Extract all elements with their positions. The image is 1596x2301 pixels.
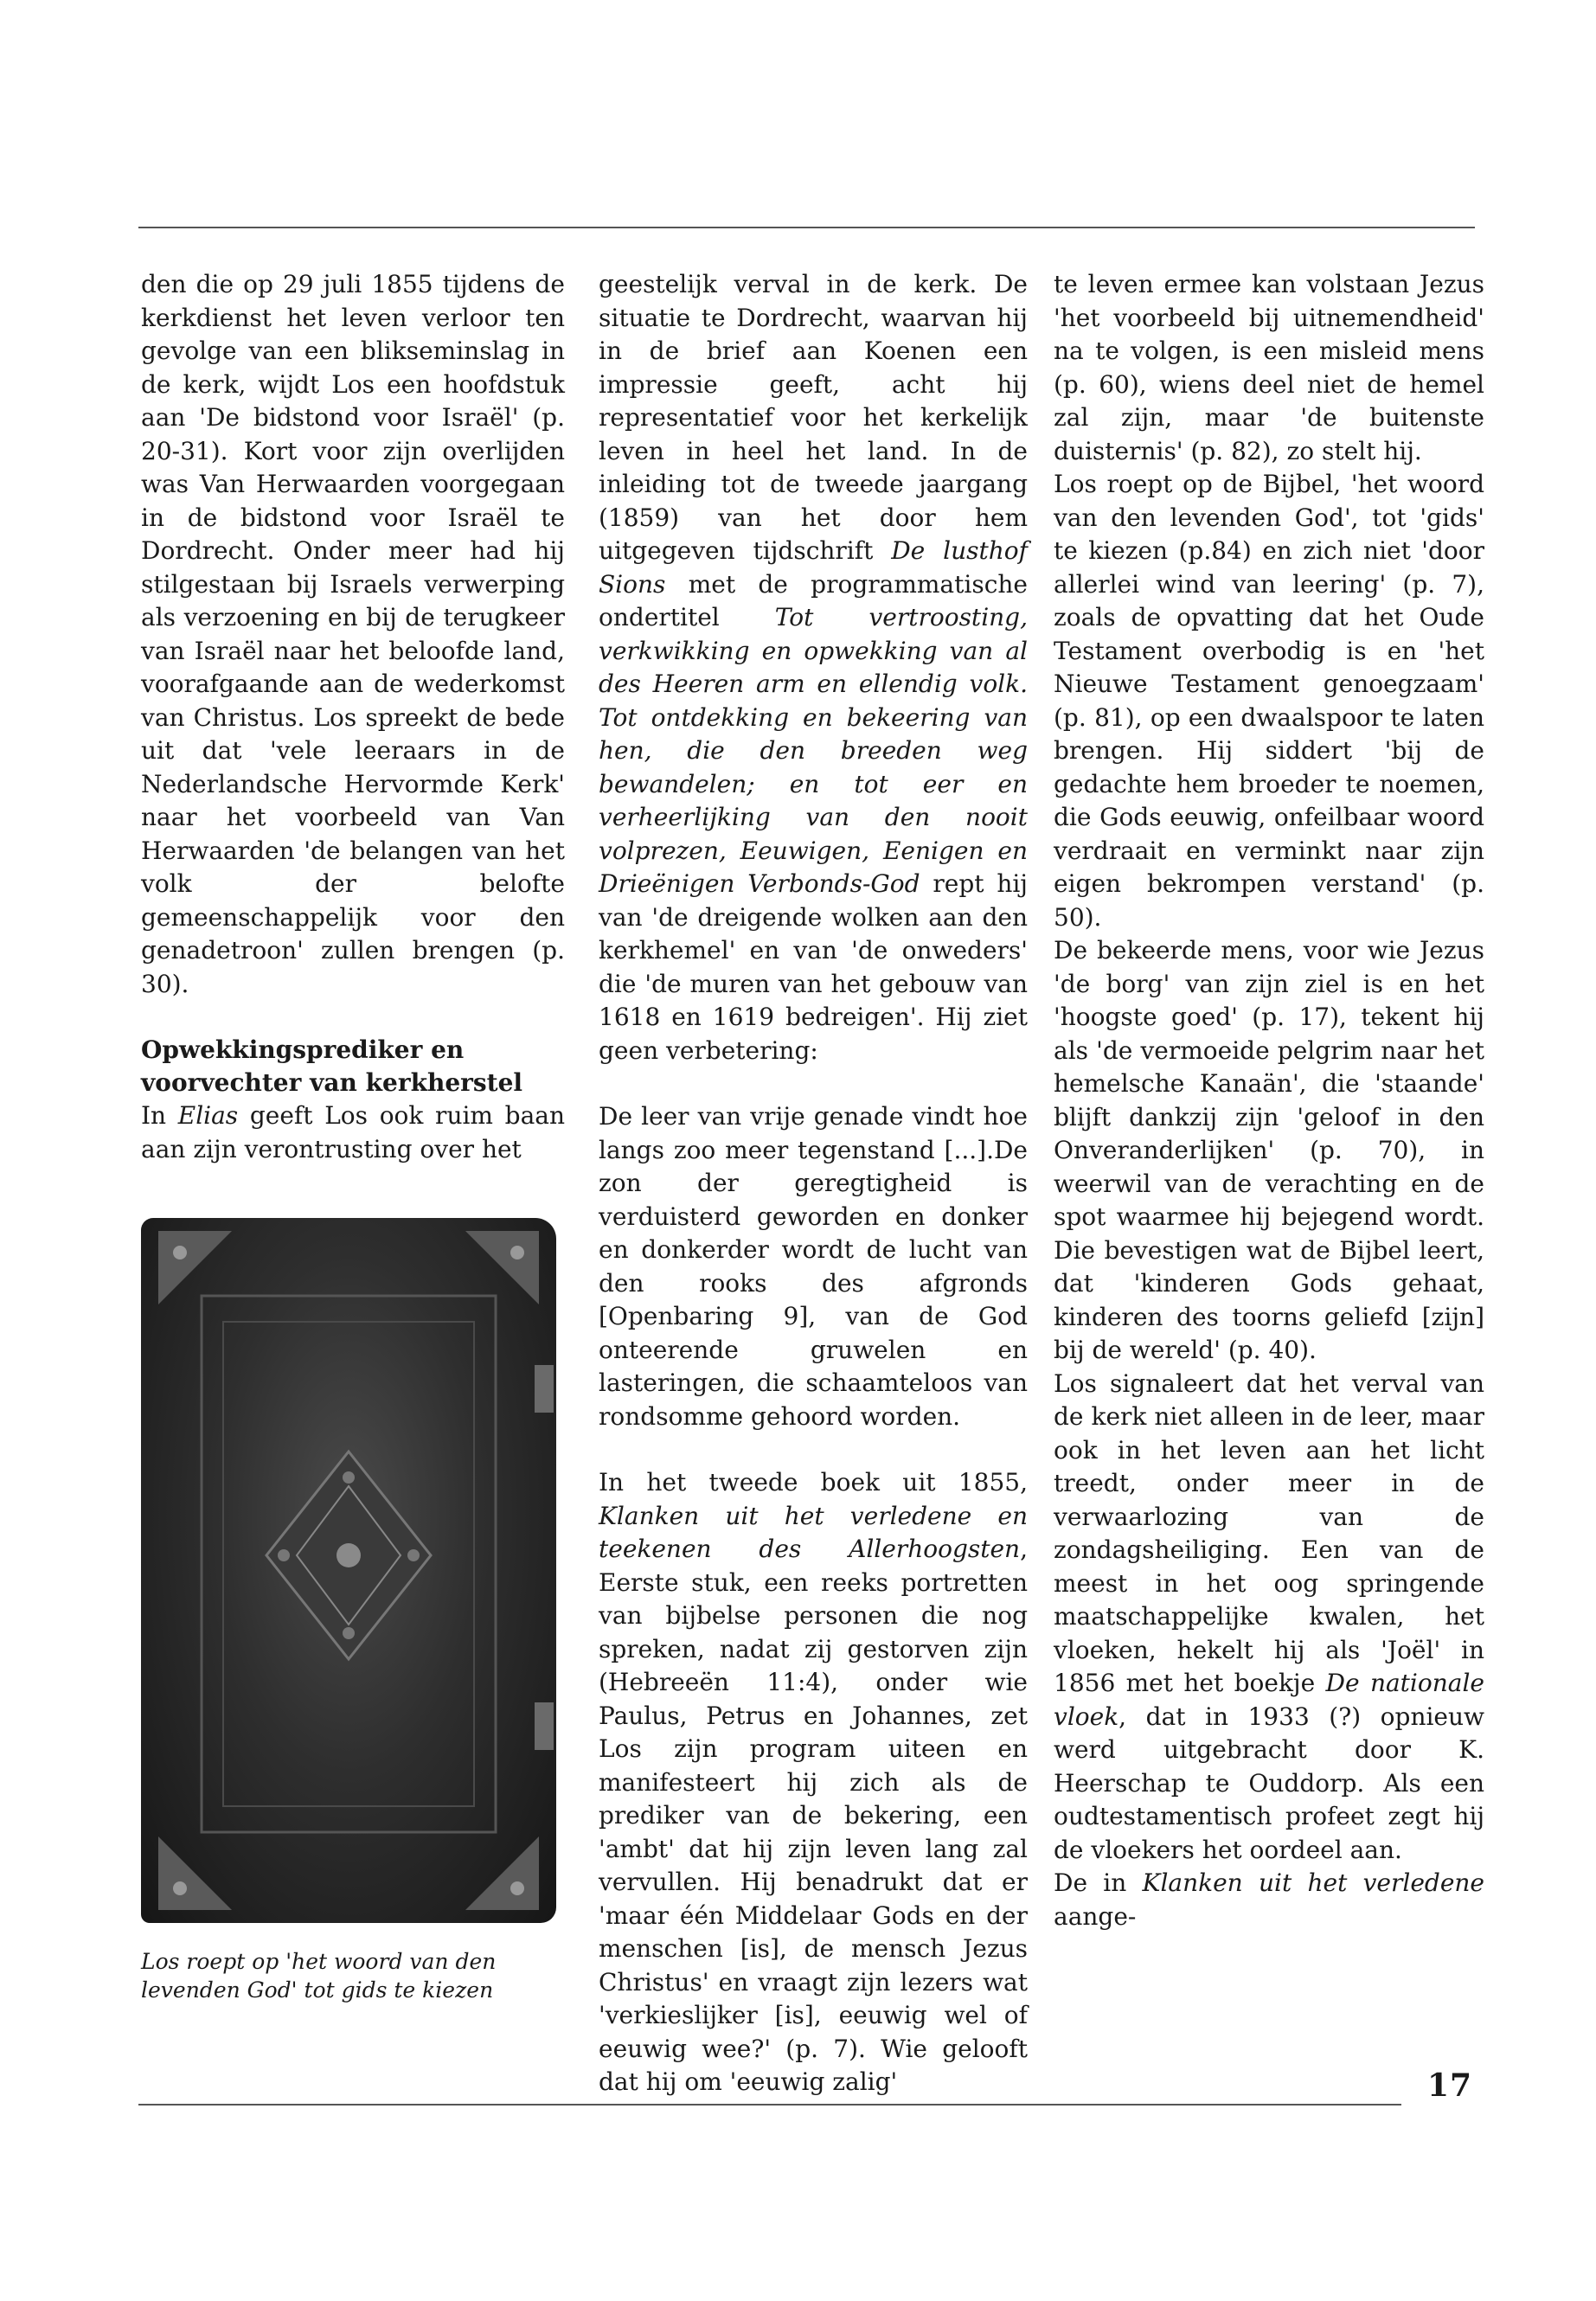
paragraph: Los roept op de Bijbel, 'het woord van den levenden God', tot 'gids' te kiezen (p.84) en zich niet 'door allerlei wind van leering' (p. 7), zoals de opvatting dat het Oude Testament overbodig is en 'het Nieuwe Testament genoegzaam' (p. 81), op een dwaalspoor te laten brengen. Hij siddert 'bij de gedachte hem broeder te noemen, die Gods eeuwig, onfeilbaar woord verdraait en verminkt naar zijn eigen bekrompen verstand' (p. 50). [1054, 470, 1484, 932]
bible-cover-illustration [141, 1218, 556, 1923]
paragraph: In Elias geeft Los ook ruim baan aan zijn verontrusting over het [141, 1101, 565, 1163]
figure-caption: Los roept op 'het woord van den levenden God' tot gids te kiezen [141, 1949, 497, 2003]
paragraph: te leven ermee kan volstaan Jezus 'het voorbeeld bij uitnemendheid' na te volgen, is een misleid mens (p. 60), wiens deel niet de hemel zal zijn, maar 'de buitenste duisternis' (p. 82), zo stelt hij. [1054, 270, 1484, 465]
column-3 [1054, 268, 1484, 1933]
paragraph: De bekeerde mens, voor wie Jezus 'de borg' van zijn ziel is en het 'hoogste goed' (p. 17), tekent hij als 'de vermoeide pelgrim naar het hemelsche Kanaän', die 'staande' blijft dankzij zijn 'geloof in den Onveranderlijken' (p. 70), in weerwil van de verachting en de spot waarmee hij bejegend wordt. Die bevestigen wat de Bijbel leert, dat 'kinderen Gods gehaat, kinderen des toorns geliefd [zijn] bij de wereld' (p. 40). [1054, 936, 1484, 1364]
footer-rule [138, 2104, 1401, 2106]
book-title: Klanken uit het verledene en teekenen des Allerhoogsten [599, 1501, 1028, 1563]
section-heading: Opwekkingsprediker en voorvechter van kerkherstel [141, 1035, 523, 1097]
book-title: De nationale vloek [1054, 1669, 1484, 1731]
paragraph: In het tweede boek uit 1855, Klanken uit het verledene en teekenen des Allerhoogsten, Eerste stuk, een reeks portretten van bijbelse personen die nog spreken, nadat zij gestorven zijn (Hebreeën 11:4), onder wie Paulus, Petrus en Johannes, zet Los zijn program uiteen en manifesteert hij zich als de prediker van de bekering, een 'ambt' dat hij zijn leven lang zal vervullen. Hij benadrukt dat er 'maar één Middelaar Gods en der menschen [is], de mensch Jezus Christus' en vraagt zijn lezers wat 'verkieslijker [is], eeuwig wel of eeuwig wee?' (p. 7). Wie gelooft dat hij om 'eeuwig zalig' [599, 1468, 1028, 2096]
column-2 [599, 268, 1028, 2099]
header-rule [138, 227, 1475, 228]
block-quote: De leer van vrije genade vindt hoe langs zoo meer tegenstand [...].De zon der geregtigheid is verduisterd geworden en donker en donkerder wordt de lucht van den rooks des afgronds [Openbaring 9], van de God onteerende gruwelen en lasteringen, die schaamteloos van rondsomme gehoord worden. [599, 1102, 1028, 1431]
book-title: Elias [177, 1101, 239, 1130]
paragraph: De in Klanken uit het verledene aange- [1054, 1868, 1484, 1931]
paragraph: geestelijk verval in de kerk. De situatie te Dordrecht, waarvan hij in de brief aan Koenen een impressie geeft, acht hij representatief voor het kerkelijk leven in heel het land. In de inleiding tot de tweede jaargang (1859) van het door hem uitgegeven tijdschrift De lusthof Sions met de programmatische ondertitel Tot vertroosting, verkwikking en opwekking van al des Heeren arm en ellendig volk. Tot ontdekking en bekeering van hen, die den breeden weg bewandelen; en tot eer en verheerlijking van den nooit volprezen, Eeuwigen, Eenigen en Drieënigen Verbonds-God rept hij van 'de dreigende wolken aan den kerkhemel' en van 'de onweders' die 'de muren van het gebouw van 1618 en 1619 bedreigen'. Hij ziet geen verbetering: [599, 270, 1028, 1065]
journal-title: De lusthof Sions [599, 536, 1028, 599]
bible-photo [141, 1218, 556, 1923]
column-1 [141, 268, 565, 2004]
paragraph: den die op 29 juli 1855 tijdens de kerkdienst het leven verloor ten gevolge van een blikseminslag in de kerk, wijdt Los een hoofdstuk aan 'De bidstond voor Israël' (p. 20-31). Kort voor zijn overlijden was Van Herwaarden voorgegaan in de bidstond voor Israël te Dordrecht. Onder meer had hij stilgestaan bij Israels verwerping als verzoening en bij de terugkeer van Israël naar het beloofde land, voorafgaande aan de wederkomst van Christus. Los spreekt de bede uit dat 'vele leeraars in de Nederlandsche Hervormde Kerk' naar het voorbeeld van Van Herwaarden 'de belangen van het volk der belofte gemeenschappelijk voor den genadetroon' zullen brengen (p. 30). [141, 270, 565, 998]
book-title: Klanken uit het verledene [1142, 1868, 1484, 1897]
page-number: 17 [1427, 2067, 1473, 2104]
paragraph: Los signaleert dat het verval van de kerk niet alleen in de leer, maar ook in het leven aan het licht treedt, onder meer in de verwaarlozing van de zondagsheiliging. Een van de meest in het oog springende maatschappelijke kwalen, het vloeken, hekelt hij als 'Joël' in 1856 met het boekje De nationale vloek, dat in 1933 (?) opnieuw werd uitgebracht door K. Heerschap te Ouddorp. Als een oudtestamentisch profeet zegt hij de vloekers het oordeel aan. [1054, 1368, 1484, 1864]
journal-subtitle: Tot vertroosting, verkwikking en opwekking van al des Heeren arm en ellendig volk. Tot ontdekking en bekeering van hen, die den breeden weg bewandelen; en tot eer en verheerlijking van den nooit volprezen, Eeuwigen, Eenigen en Drieënigen Verbonds-God [599, 603, 1028, 898]
